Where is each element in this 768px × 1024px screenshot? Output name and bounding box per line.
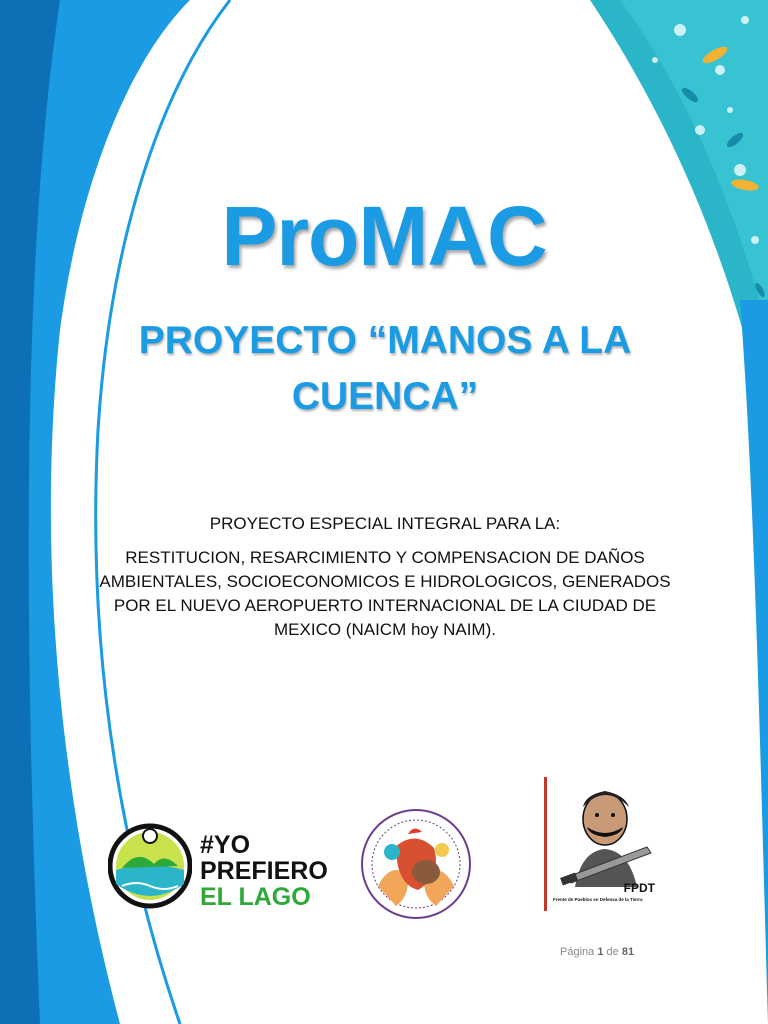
page-total: 81 xyxy=(621,946,635,958)
yo-prefiero-text xyxy=(200,832,328,910)
fpdt-caption: Frente de Pueblos en Defensa de la Tierra xyxy=(553,897,643,902)
rooster-hands-seal-icon xyxy=(356,806,476,922)
yo-line-3: EL LAGO xyxy=(200,883,311,911)
page-current: 1 xyxy=(597,946,604,958)
subtitle-line-1: PROYECTO “MANOS A LA xyxy=(138,319,632,362)
fpdt-logo xyxy=(544,777,665,911)
subtitle-line-2: CUENCA” xyxy=(291,375,479,418)
fpdt-label: FPDT xyxy=(623,881,655,895)
yo-prefiero-logo-icon xyxy=(108,820,192,912)
page-number xyxy=(560,946,634,958)
yo-line-1: #YO xyxy=(200,831,251,859)
document-title: ProMAC xyxy=(221,189,547,283)
zapata-portrait-icon xyxy=(547,777,662,887)
document-subtitle xyxy=(130,313,640,425)
intro-text: PROYECTO ESPECIAL INTEGRAL PARA LA: xyxy=(209,514,561,533)
yo-line-2: PREFIERO xyxy=(200,857,328,885)
page-label: Página xyxy=(560,946,595,958)
page-sep: de xyxy=(606,946,619,958)
description-text: RESTITUCION, RESARCIMIENTO Y COMPENSACION DE DAÑOS AMBIENTALES, SOCIOECONOMICOS E HIDROLOGICOS, GENERADOS POR EL NUEVO AEROPUERTO INTERNACIONAL DE LA CIUDAD DE MEXICO (NAICM hoy NAIM). xyxy=(99,548,671,639)
